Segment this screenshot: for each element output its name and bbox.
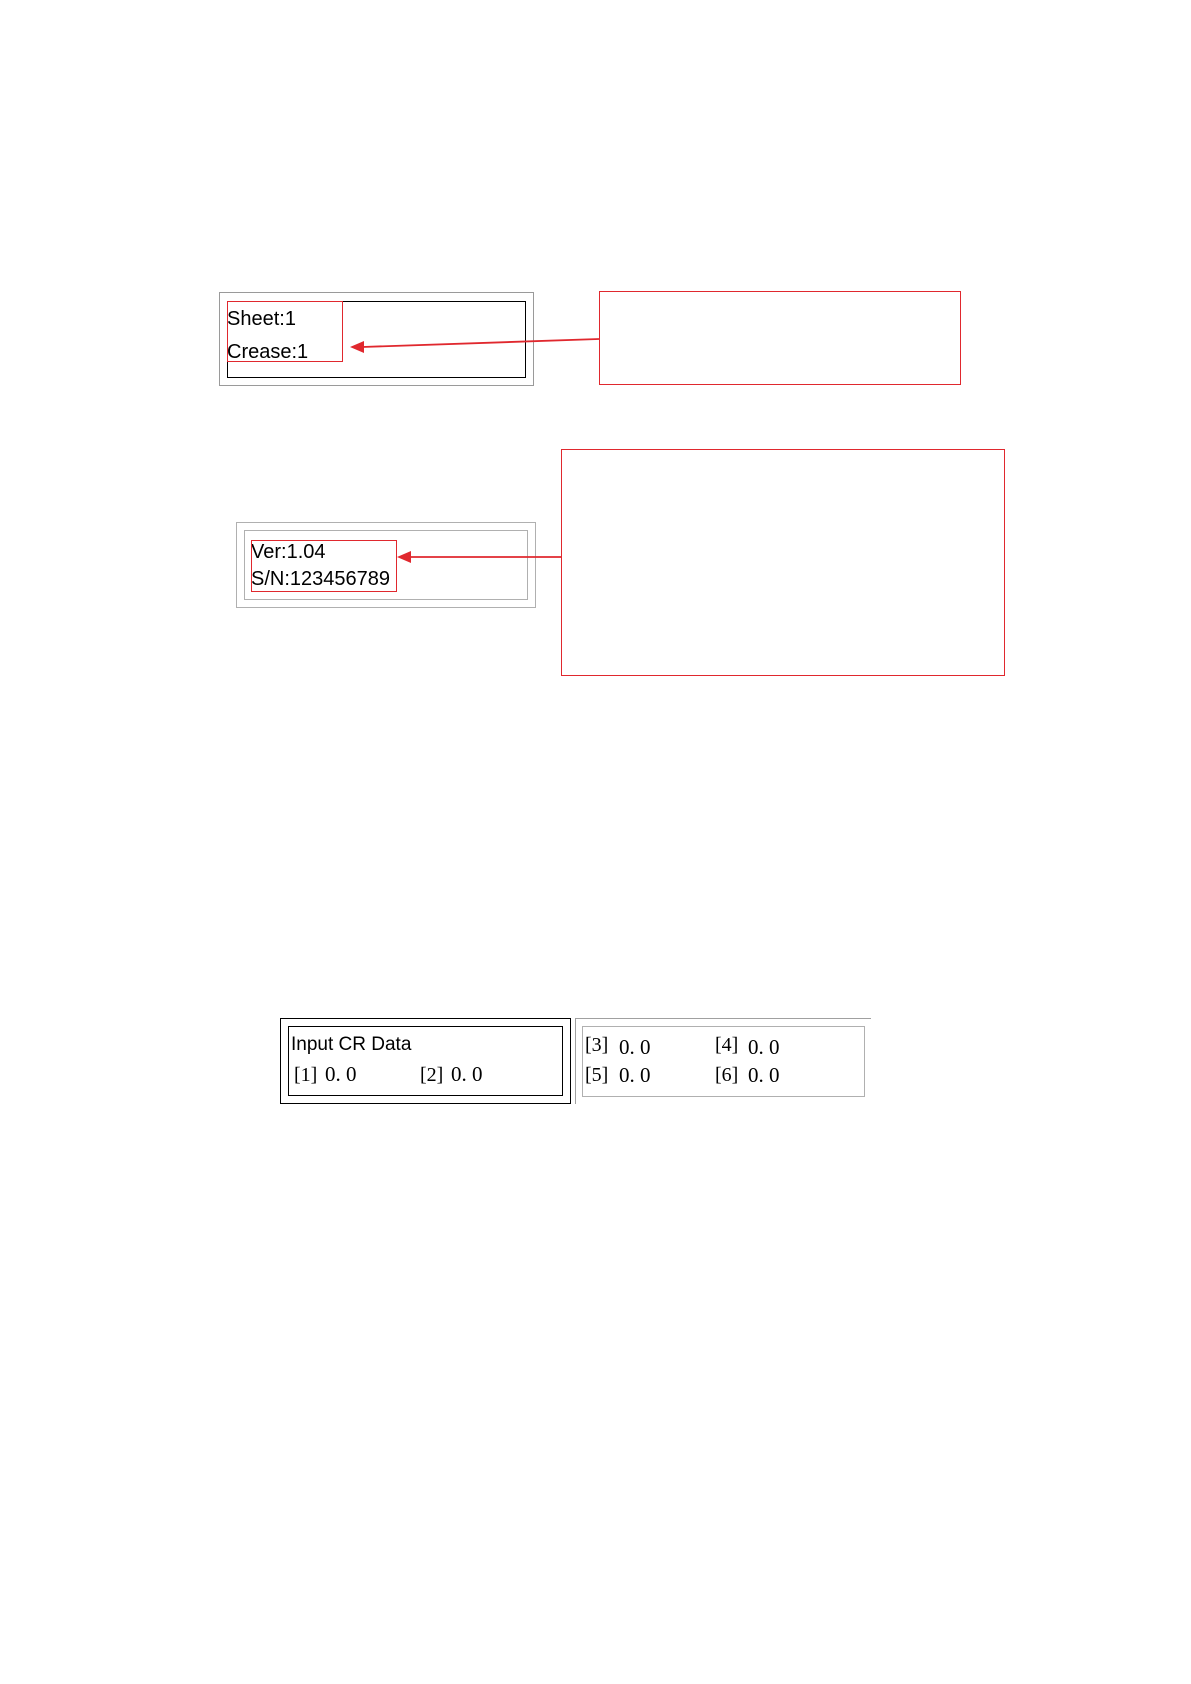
sheet-count-label: Sheet:1 xyxy=(227,308,296,330)
cr-field-2-value: 0. 0 xyxy=(451,1062,483,1086)
lcd-panel-cr-left xyxy=(280,1018,571,1104)
cr-field-4-value: 0. 0 xyxy=(748,1035,780,1059)
cr-field-1-value: 0. 0 xyxy=(325,1062,357,1086)
version-label: Ver:1.04 xyxy=(251,541,326,563)
cr-field-6-value: 0. 0 xyxy=(748,1063,780,1087)
cr-field-5-value: 0. 0 xyxy=(619,1063,651,1087)
cr-field-3-value: 0. 0 xyxy=(619,1035,651,1059)
arrow-sheet-head xyxy=(350,341,364,353)
cr-data-title: Input CR Data xyxy=(291,1034,412,1055)
cr-field-1-label: [1] xyxy=(294,1064,318,1086)
cr-field-2-label: [2] xyxy=(420,1064,444,1086)
cr-field-6-label: [6] xyxy=(715,1064,739,1086)
cr-field-3-label: [3] xyxy=(585,1034,609,1056)
cr-field-5-label: [5] xyxy=(585,1064,609,1086)
lcd-panel-cr-right xyxy=(575,1018,871,1104)
arrow-version-head xyxy=(397,551,411,563)
crease-count-label: Crease:1 xyxy=(227,341,309,363)
cr-field-4-label: [4] xyxy=(715,1034,739,1056)
arrow-sheet-line xyxy=(362,339,599,347)
serial-number-label: S/N:123456789 xyxy=(251,568,391,590)
